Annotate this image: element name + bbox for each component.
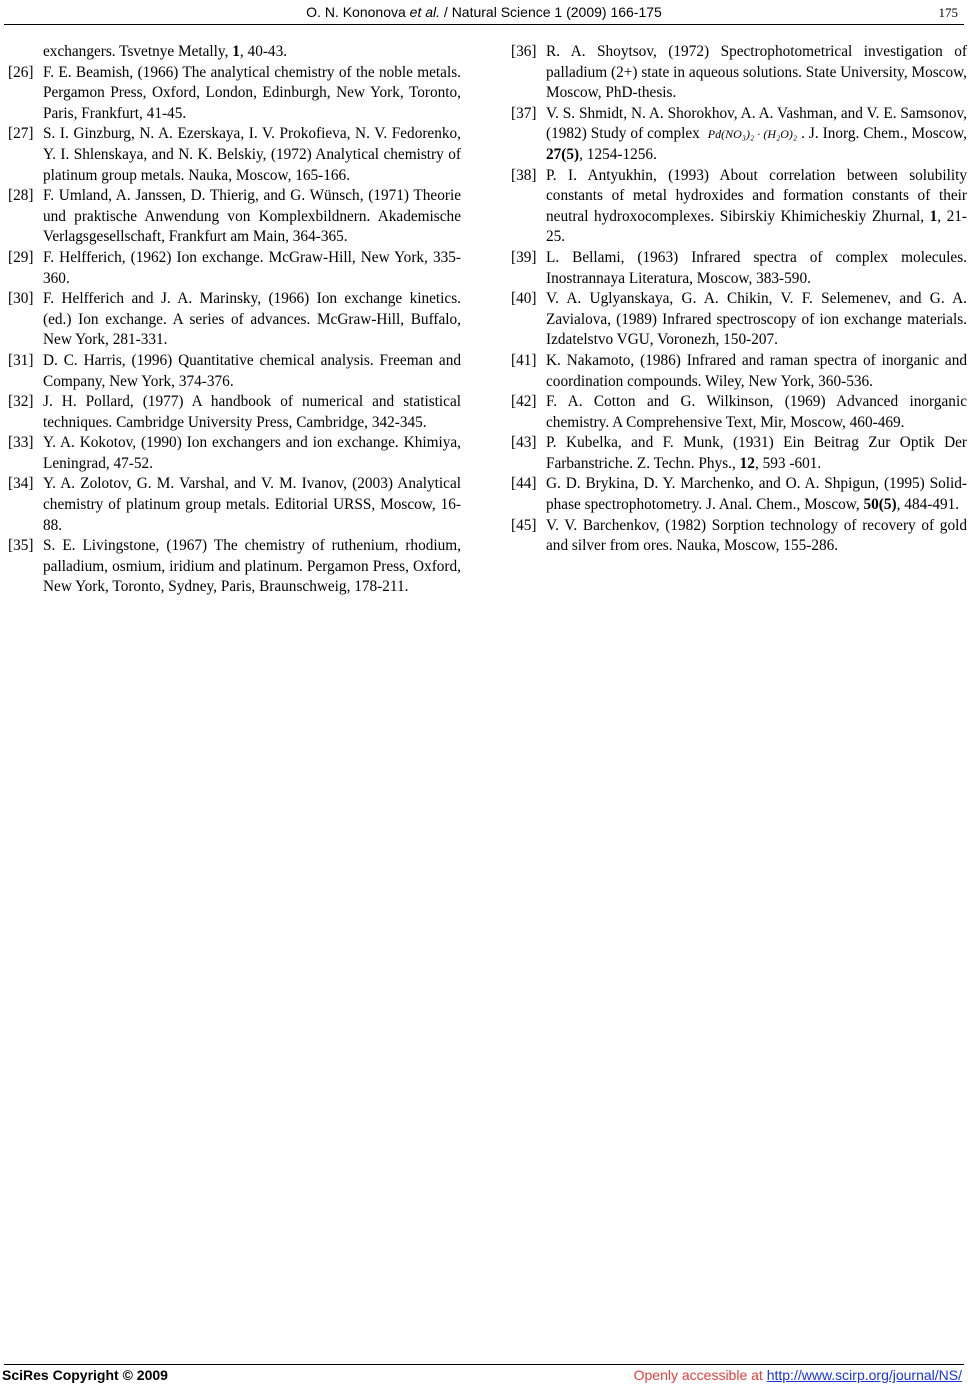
- reference-entry: [511, 516, 967, 557]
- reference-number: [41]: [511, 351, 537, 369]
- reference-entry: [511, 42, 967, 104]
- reference-citation: S. E. Livingstone, (1967) The chemistry of ruthenium, rhodium, palladium, osmium, iridium and platinum. Pergamon Press, Oxford, New York, Toronto, Sydney, Paris, Braunschweig, 178-211.: [43, 537, 461, 596]
- volume-number: 27(5): [546, 145, 580, 163]
- reference-citation-continued: . J. Inorg. Chem., Moscow,: [801, 125, 967, 143]
- reference-entry: [511, 104, 967, 166]
- reference-entry: [8, 42, 461, 63]
- reference-entry: [8, 474, 461, 536]
- reference-number: [28]: [8, 187, 34, 205]
- reference-text: [546, 166, 967, 248]
- page-range: , 593 -601.: [754, 454, 822, 472]
- open-access-note: [634, 1367, 962, 1383]
- header-authors: O. N. Kononova: [306, 4, 406, 20]
- reference-citation: F. Umland, A. Janssen, D. Thierig, and G. Wünsch, (1971) Theorie und praktische Anwendung von Komplexbildnern. Akademische Verlagsgesellschaft, Frankfurt am Main, 364-365.: [43, 187, 461, 246]
- page-range: , 40-43.: [239, 43, 288, 60]
- reference-number: [30]: [8, 290, 34, 308]
- running-header: [0, 3, 968, 23]
- copyright-text: SciRes Copyright © 2009: [2, 1367, 168, 1383]
- page-number: 175: [938, 5, 958, 20]
- reference-entry: [511, 248, 967, 289]
- reference-citation: S. I. Ginzburg, N. A. Ezerskaya, I. V. Prokofieva, N. V. Fedorenko, Y. I. Shlenskaya, and N. K. Belskiy, (1972) Analytical chemistry of platinum group metals. Nauka, Moscow, 165-166.: [43, 125, 461, 184]
- reference-number: [27]: [8, 125, 34, 143]
- reference-entry: [511, 474, 967, 515]
- reference-text: [43, 289, 461, 351]
- reference-citation: F. Helfferich, (1962) Ion exchange. McGraw-Hill, New York, 335-360.: [43, 248, 461, 287]
- reference-number: [40]: [511, 290, 537, 308]
- reference-text: [546, 289, 967, 351]
- page-range: , 1254-1256.: [579, 145, 657, 163]
- page-footer: [0, 1367, 968, 1387]
- reference-number: [31]: [8, 351, 34, 369]
- reference-citation: G. D. Brykina, D. Y. Marchenko, and O. A. Shpigun, (1995) Solid-phase spectrophotometry. J. Anal. Chem., Moscow,: [546, 475, 967, 514]
- reference-text: [43, 433, 461, 474]
- reference-entry: [8, 536, 461, 598]
- reference-number: [45]: [511, 516, 537, 534]
- reference-citation: Y. A. Zolotov, G. M. Varshal, and V. M. Ivanov, (2003) Analytical chemistry of platinum group metals. Editorial URSS, Moscow, 16-88.: [43, 475, 461, 534]
- reference-text: [546, 516, 967, 557]
- reference-citation: D. C. Harris, (1996) Quantitative chemical analysis. Freeman and Company, New York, 374-376.: [43, 351, 461, 390]
- reference-citation: V. V. Barchenkov, (1982) Sorption technology of recovery of gold and silver from ores. Nauka, Moscow, 155-286.: [546, 516, 967, 555]
- footer-rule: [4, 1364, 964, 1365]
- reference-text: [43, 536, 461, 598]
- reference-entry: [8, 289, 461, 351]
- reference-citation: P. I. Antyukhin, (1993) About correlation between solubility constants of metal hydroxides and formation constants of their neutral hydroxocomplexes. Sibirskiy Khimicheskiy Zhurnal,: [546, 166, 967, 225]
- reference-number: [42]: [511, 393, 537, 411]
- reference-entry: [8, 351, 461, 392]
- reference-entry: [511, 289, 967, 351]
- reference-number: [44]: [511, 475, 537, 493]
- open-access-label: Openly accessible at: [633, 1367, 767, 1383]
- reference-citation: J. H. Pollard, (1977) A handbook of numerical and statistical techniques. Cambridge University Press, Cambridge, 342-345.: [43, 393, 461, 431]
- reference-entry: [8, 186, 461, 248]
- reference-text: [546, 104, 967, 166]
- reference-entry: [511, 433, 967, 474]
- reference-entry: [8, 248, 461, 289]
- reference-number: [32]: [8, 393, 34, 411]
- reference-number: [38]: [511, 166, 537, 184]
- volume-number: 50(5): [863, 496, 897, 514]
- volume-number: 1: [232, 43, 240, 60]
- volume-number: 1: [929, 207, 938, 225]
- reference-text: [546, 474, 967, 515]
- reference-number: [34]: [8, 475, 34, 493]
- page-range: , 21-25.: [546, 207, 967, 246]
- header-title: [0, 4, 968, 20]
- reference-citation: exchangers. Tsvetnye Metally,: [43, 43, 233, 60]
- reference-citation: K. Nakamoto, (1986) Infrared and raman spectra of inorganic and coordination compounds. Wiley, New York, 360-536.: [546, 351, 967, 390]
- chemical-formula: Pd(NO₃)₂ · (H₂O)₂: [707, 127, 798, 142]
- reference-entry: [511, 166, 967, 248]
- reference-text: [546, 248, 967, 289]
- reference-citation: V. S. Shmidt, N. A. Shorokhov, A. A. Vashman, and V. E. Samsonov, (1982) Study of complex: [546, 104, 967, 143]
- reference-number: [39]: [511, 248, 537, 266]
- journal-link[interactable]: http://www.scirp.org/journal/NS/: [766, 1367, 962, 1383]
- reference-text: [546, 351, 967, 392]
- reference-number: [37]: [511, 104, 537, 122]
- reference-text: [43, 124, 461, 186]
- reference-citation: F. A. Cotton and G. Wilkinson, (1969) Advanced inorganic chemistry. A Comprehensive Text, Mir, Moscow, 460-469.: [546, 393, 967, 431]
- reference-text: [546, 433, 967, 474]
- reference-citation: F. E. Beamish, (1966) The analytical chemistry of the noble metals. Pergamon Press, Oxford, London, Edinburgh, New York, Toronto, Paris, Frankfurt, 41-45.: [43, 63, 461, 122]
- header-journal: / Natural Science 1 (2009) 166-175: [443, 4, 662, 20]
- reference-number: [35]: [8, 537, 34, 555]
- header-rule: [4, 24, 964, 25]
- reference-entry: [8, 63, 461, 125]
- reference-number: [33]: [8, 434, 34, 452]
- header-etal: et al.: [409, 4, 441, 20]
- references-left-column: [8, 42, 461, 598]
- reference-text: [43, 42, 461, 63]
- reference-entry: [511, 351, 967, 392]
- reference-text: [43, 63, 461, 125]
- reference-citation: Y. A. Kokotov, (1990) Ion exchangers and ion exchange. Khimiya, Leningrad, 47-52.: [43, 434, 461, 472]
- reference-citation: P. Kubelka, and F. Munk, (1931) Ein Beitrag Zur Optik Der Farbanstriche. Z. Techn. Phys.,: [546, 434, 967, 472]
- reference-entry: [8, 392, 461, 433]
- reference-citation: R. A. Shoytsov, (1972) Spectrophotometrical investigation of palladium (2+) state in aqueous solutions. State University, Moscow, Moscow, PhD-thesis.: [546, 43, 967, 102]
- reference-text: [546, 42, 967, 104]
- reference-number: [26]: [8, 63, 34, 81]
- reference-text: [43, 248, 461, 289]
- references-right-column: [511, 42, 967, 557]
- reference-entry: [8, 433, 461, 474]
- reference-number: [43]: [511, 434, 537, 452]
- reference-text: [546, 392, 967, 433]
- volume-number: 12: [739, 454, 755, 472]
- reference-text: [43, 474, 461, 536]
- reference-citation: F. Helfferich and J. A. Marinsky, (1966) Ion exchange kinetics. (ed.) Ion exchange. A series of advances. McGraw-Hill, Buffalo, New York, 281-331.: [43, 290, 461, 349]
- reference-number: [36]: [511, 43, 537, 60]
- reference-text: [43, 186, 461, 248]
- reference-text: [43, 392, 461, 433]
- reference-text: [43, 351, 461, 392]
- reference-entry: [8, 124, 461, 186]
- reference-entry: [511, 392, 967, 433]
- reference-number: [29]: [8, 248, 34, 266]
- page-range: , 484-491.: [896, 496, 960, 514]
- reference-citation: V. A. Uglyanskaya, G. A. Chikin, V. F. Selemenev, and G. A. Zavialova, (1989) Infrared spectroscopy of ion exchange materials. Izdatelstvo VGU, Voronezh, 150-207.: [546, 290, 967, 349]
- reference-citation: L. Bellami, (1963) Infrared spectra of complex molecules. Inostrannaya Literatura, Moscow, 383-590.: [546, 248, 967, 287]
